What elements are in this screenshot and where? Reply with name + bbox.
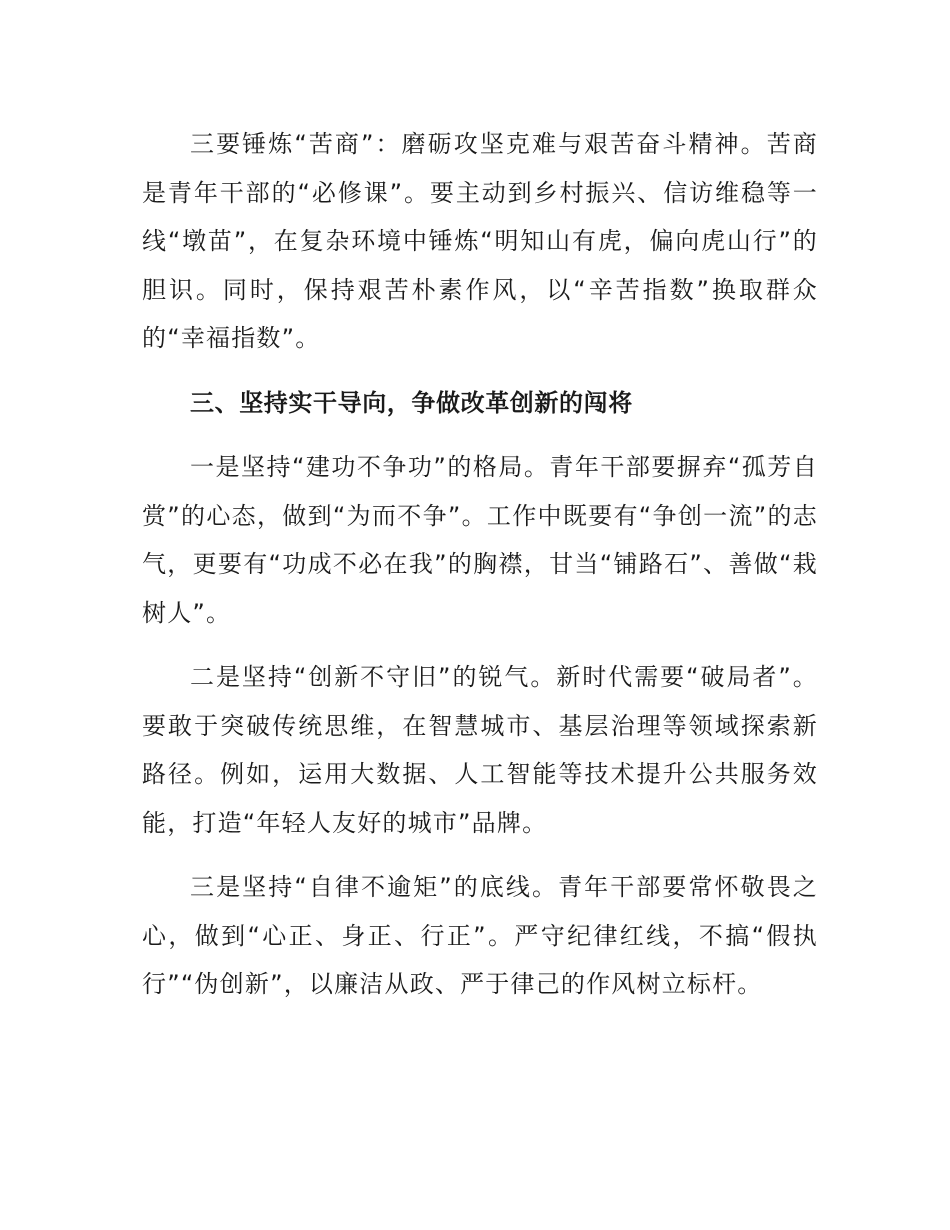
document-body	[142, 120, 818, 1025]
paragraph-kushang: 三要锤炼“苦商”：磨砺攻坚克难与艰苦奋斗精神。苦商是青年干部的“必修课”。要主动到乡村振兴、信访维稳等一线“墩苗”，在复杂环境中锤炼“明知山有虎，偏向虎山行”的胆识。同时，保持艰苦朴素作风，以“辛苦指数”换取群众的“幸福指数”。	[142, 130, 818, 352]
paragraph-zilv: 三是坚持“自律不逾矩”的底线。青年干部要常怀敬畏之心，做到“心正、身正、行正”。严守纪律红线，不搞“假执行”“伪创新”，以廉洁从政、严于律己的作风树立标杆。	[142, 873, 818, 998]
paragraph-chuangxin: 二是坚持“创新不守旧”的锐气。新时代需要“破局者”。要敢于突破传统思维，在智慧城市、基层治理等领域探索新路径。例如，运用大数据、人工智能等技术提升公共服务效能，打造“年轻人友好的城市”品牌。	[142, 663, 818, 837]
paragraph-jiangong: 一是坚持“建功不争功”的格局。青年干部要摒弃“孤芳自赏”的心态，做到“为而不争”。工作中既要有“争创一流”的志气，更要有“功成不必在我”的胸襟，甘当“铺路石”、善做“栽树人”。	[142, 453, 818, 627]
section-heading: 三、坚持实干导向，争做改革创新的闯将	[190, 388, 633, 417]
